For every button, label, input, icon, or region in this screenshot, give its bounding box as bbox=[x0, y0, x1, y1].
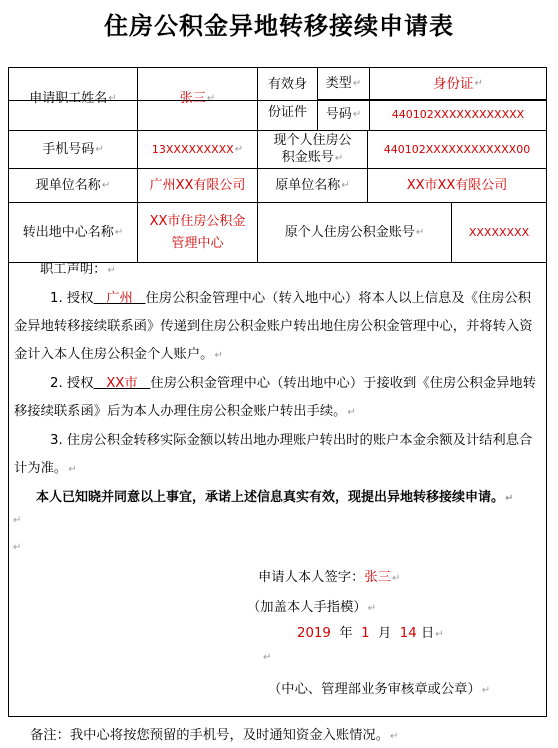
footnote: 备注：我中心将按您预留的手机号，及时通知资金入账情况。↵ bbox=[30, 728, 399, 743]
current-employer-label: 现单位名称 ↵ bbox=[35, 177, 111, 193]
current-account-label: 现个人住房公 积金账号↵ bbox=[273, 133, 352, 165]
empty-paragraph-mark: ↵ bbox=[13, 542, 22, 553]
form-title: 住房公积金异地转移接续申请表 bbox=[104, 12, 454, 40]
declaration-item-1: 1. 授权 广州 住房公积金管理中心（转入地中心）将本人以上信息及《住房公积金异地转移接续联系函》传递到住房公积金账户转出地住房公积金管理中心，并将转入资金计入本人住房公积金个人账户。↵ bbox=[14, 291, 533, 362]
transfer-center-value[interactable]: XX市住房公积金 管理中心 bbox=[149, 213, 246, 251]
empty-paragraph-mark: ↵ bbox=[263, 652, 272, 663]
transfer-center-label: 转出地中心名称 ↵ bbox=[22, 224, 124, 240]
id-type-value[interactable]: 身份证 ↵ bbox=[433, 75, 483, 92]
signature-line: 申请人本人签字：张三↵ bbox=[258, 570, 401, 585]
declaration-item-3: 3. 住房公积金转移实际金额以转出地办理账户转出时的账户本金余额及计结利息合计为准。↵ bbox=[14, 433, 533, 476]
former-employer-value[interactable]: XX市XX有限公司 bbox=[406, 177, 508, 193]
declaration-heading: 职工声明：↵ bbox=[40, 262, 116, 277]
declaration-item-2: 2. 授权 XX市 住房公积金管理中心（转出地中心）于接收到《住房公积金异地转移接续联系函》后为本人办理住房公积金账户转出手续。↵ bbox=[14, 376, 537, 419]
sign-date[interactable]: 2019 年 1 月 14 日↵ bbox=[297, 626, 444, 641]
fingerprint-note: （加盖本人手指模）↵ bbox=[247, 600, 377, 615]
current-employer-value[interactable]: 广州XX有限公司 bbox=[149, 177, 246, 193]
phone-label: 手机号码 ↵ bbox=[42, 141, 104, 157]
id-type-label: 类型 ↵ bbox=[325, 75, 362, 91]
former-account-label: 原个人住房公积金账号 ↵ bbox=[284, 224, 425, 240]
current-account-value[interactable]: 440102XXXXXXXXXXXX00 bbox=[383, 142, 531, 156]
declaration-section bbox=[14, 256, 542, 513]
id-document-label: 有效身 份证件 bbox=[267, 77, 307, 120]
empty-paragraph-mark: ↵ bbox=[13, 515, 22, 526]
id-number-value[interactable]: 440102XXXXXXXXXXXX bbox=[391, 108, 525, 121]
former-account-value[interactable]: XXXXXXXX bbox=[468, 225, 530, 239]
id-number-label: 号码 ↵ bbox=[325, 107, 362, 122]
phone-value[interactable]: 13XXXXXXXXX ↵ bbox=[151, 142, 244, 156]
seal-note: （中心、管理部业务审核章或公章）↵ bbox=[268, 682, 491, 697]
declaration-statement: 本人已知晓并同意以上事宜，承诺上述信息真实有效，现提出异地转移接续申请。↵ bbox=[36, 490, 514, 505]
former-employer-label: 原单位名称 ↵ bbox=[275, 177, 350, 193]
signature-name[interactable]: 张三 bbox=[364, 570, 391, 585]
applicant-name-label: 申请职工姓名 ↵ bbox=[29, 91, 117, 106]
applicant-name-value[interactable]: 张三 ↵ bbox=[179, 91, 216, 106]
